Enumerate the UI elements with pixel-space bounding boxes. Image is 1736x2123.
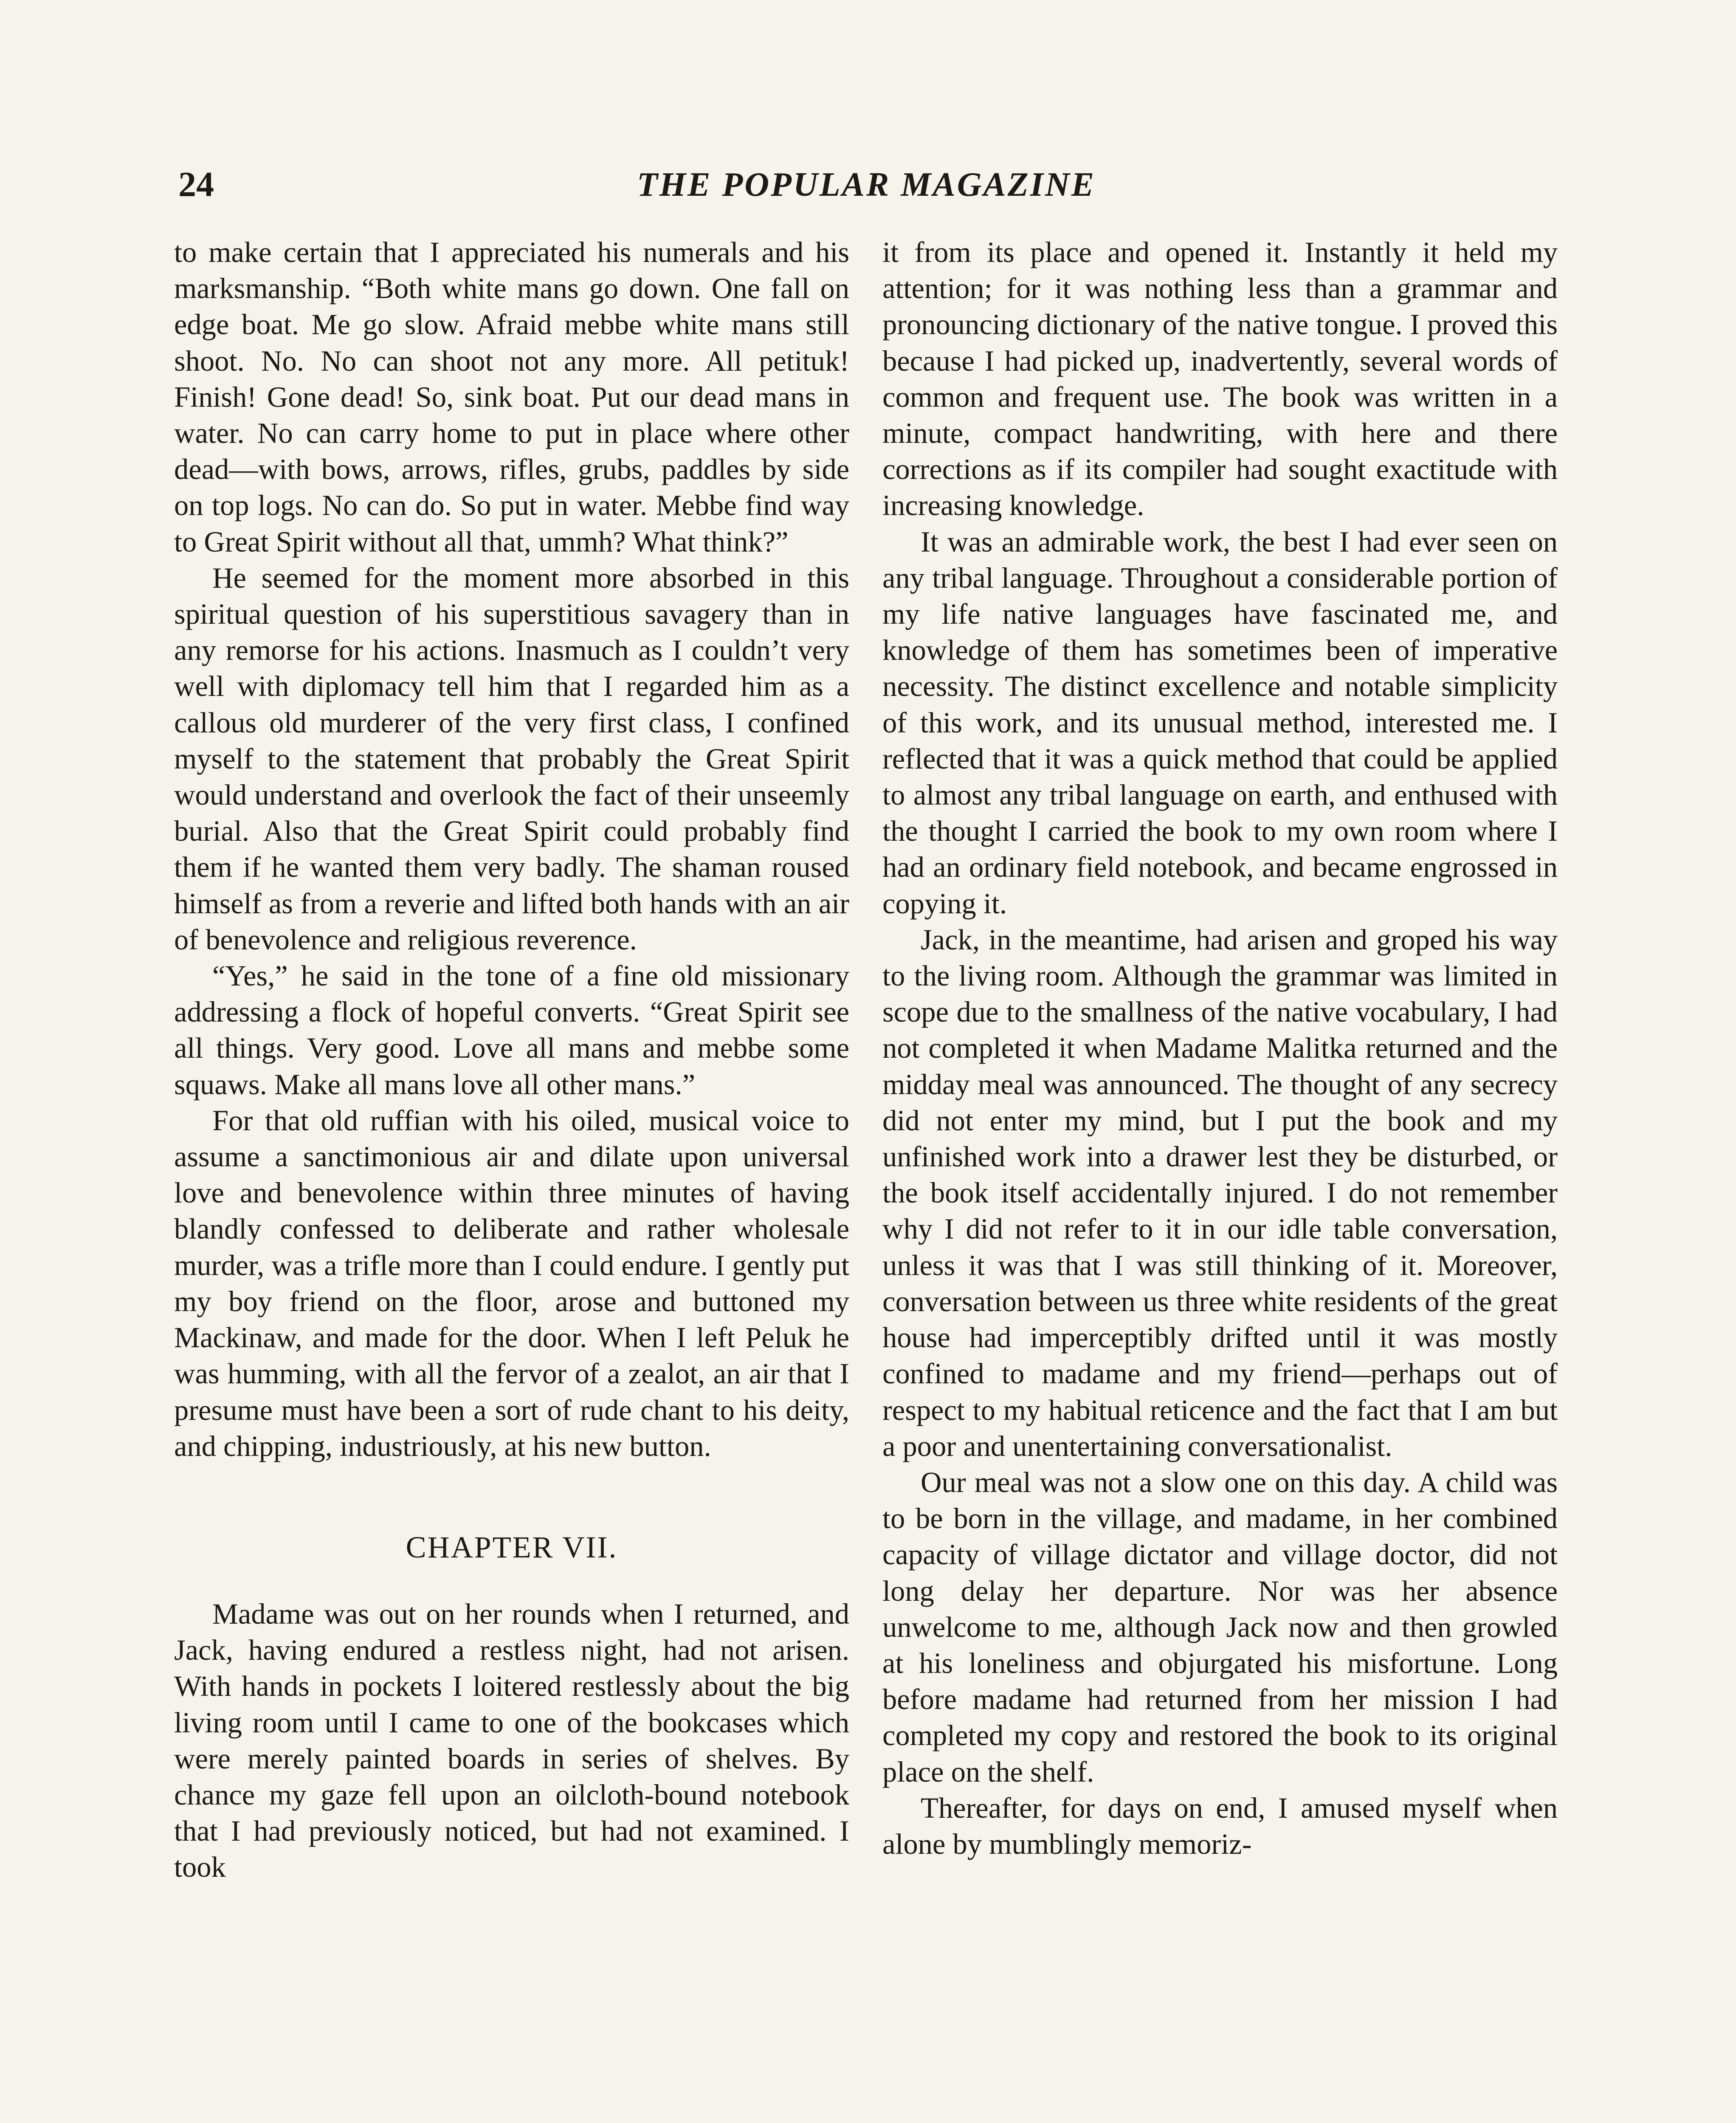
paragraph: It was an admirable work, the best I had ever seen on any tribal language. Throughout a considerable portion of my life native languages have fascinated me, and knowledge of them has sometimes been of imperative necessity. The distinct excellence and notable simplicity of this work, and its unusual method, interested me. I reflected that it was a quick method that could be applied to almost any tribal language on earth, and enthused with the thought I carried the book to my own room where I had an ordinary field notebook, and became engrossed in copying it. [882, 525, 1558, 920]
paragraph: “Yes,” he said in the tone of a fine old missionary addressing a flock of hopeful converts. “Great Spirit see all things. Very good. Love all mans and mebbe some squaws. Make all mans love all other mans.” [174, 960, 849, 1101]
right-column [882, 234, 1558, 1862]
paragraph: it from its place and opened it. Instantly it held my attention; for it was nothing less than a grammar and pronouncing dictionary of the native tongue. I proved this because I had picked up, inadvertently, several words of common and frequent use. The book was written in a minute, compact handwriting, with here and there corrections as if its compiler had sought exactitude with increasing knowledge. [882, 236, 1558, 522]
paragraph: to make certain that I appreciated his numerals and his marksmanship. “Both white mans go down. One fall on edge boat. Me go slow. Afraid mebbe white mans still shoot. No. No can shoot not any more. All petituk! Finish! Gone dead! So, sink boat. Put our dead mans in water. No can carry home to put in place where other dead—with bows, arrows, rifles, grubs, paddles by side on top logs. No can do. So put in water. Mebbe find way to Great Spirit without all that, ummh? What think?” [174, 236, 849, 558]
chapter-heading: CHAPTER VII. [406, 1530, 618, 1564]
paragraph: For that old ruffian with his oiled, musical voice to assume a sanctimonious air and dilate upon universal love and benevolence within three minutes of having blandly confessed to deliberate and rather wholesale murder, was a trifle more than I could endure. I gently put my boy friend on the floor, arose and buttoned my Mackinaw, and made for the door. When I left Peluk he was humming, with all the fervor of a zealot, an air that I presume must have been a sort of rude chant to his deity, and chipping, industriously, at his new button. [174, 1104, 849, 1462]
paragraph: He seemed for the moment more absorbed in this spiritual question of his superstitious savagery than in any remorse for his actions. Inasmuch as I couldn’t very well with diplomacy tell him that I regarded him as a callous old murderer of the very first class, I confined myself to the statement that probably the Great Spirit would understand and overlook the fact of their unseemly burial. Also that the Great Spirit could probably find them if he wanted them very badly. The shaman roused himself as from a reverie and lifted both hands with an air of benevolence and religious reverence. [174, 561, 849, 956]
paragraph: Jack, in the meantime, had arisen and groped his way to the living room. Although the grammar was limited in scope due to the smallness of the native vocabulary, I had not completed it when Madame Malitka returned and the midday meal was announced. The thought of any secrecy did not enter my mind, but I put the book and my unfinished work into a drawer lest they be disturbed, or the book itself accidentally injured. I do not remember why I did not refer to it in our idle table conversation, unless it was that I was still thinking of it. Moreover, conversation between us three white residents of the great house had imperceptibly drifted until it was mostly confined to madame and my friend—perhaps out of respect to my habitual reticence and the fact that I am but a poor and unentertaining conversationalist. [882, 923, 1558, 1462]
paragraph: Madame was out on her rounds when I returned, and Jack, having endured a restless night, had not arisen. With hands in pockets I loitered restlessly about the big living room until I came to one of the bookcases which were merely painted boards in series of shelves. By chance my gaze fell upon an oilcloth-bound notebook that I had previously noticed, but had not examined. I took [174, 1597, 849, 1884]
left-column [174, 234, 849, 1886]
running-title: THE POPULAR MAGAZINE [637, 166, 1096, 203]
page-number: 24 [178, 165, 214, 204]
paragraph: Thereafter, for days on end, I amused myself when alone by mumblingly memoriz- [882, 1791, 1558, 1860]
paragraph: Our meal was not a slow one on this day. A child was to be born in the village, and madame, in her combined capacity of village dictator and village doctor, did not long delay her departure. Nor was her absence unwelcome to me, although Jack now and then growled at his loneliness and objurgated his misfortune. Long before madame had returned from her mission I had completed my copy and restored the book to its original place on the shelf. [882, 1466, 1558, 1788]
page-header [178, 161, 1554, 208]
